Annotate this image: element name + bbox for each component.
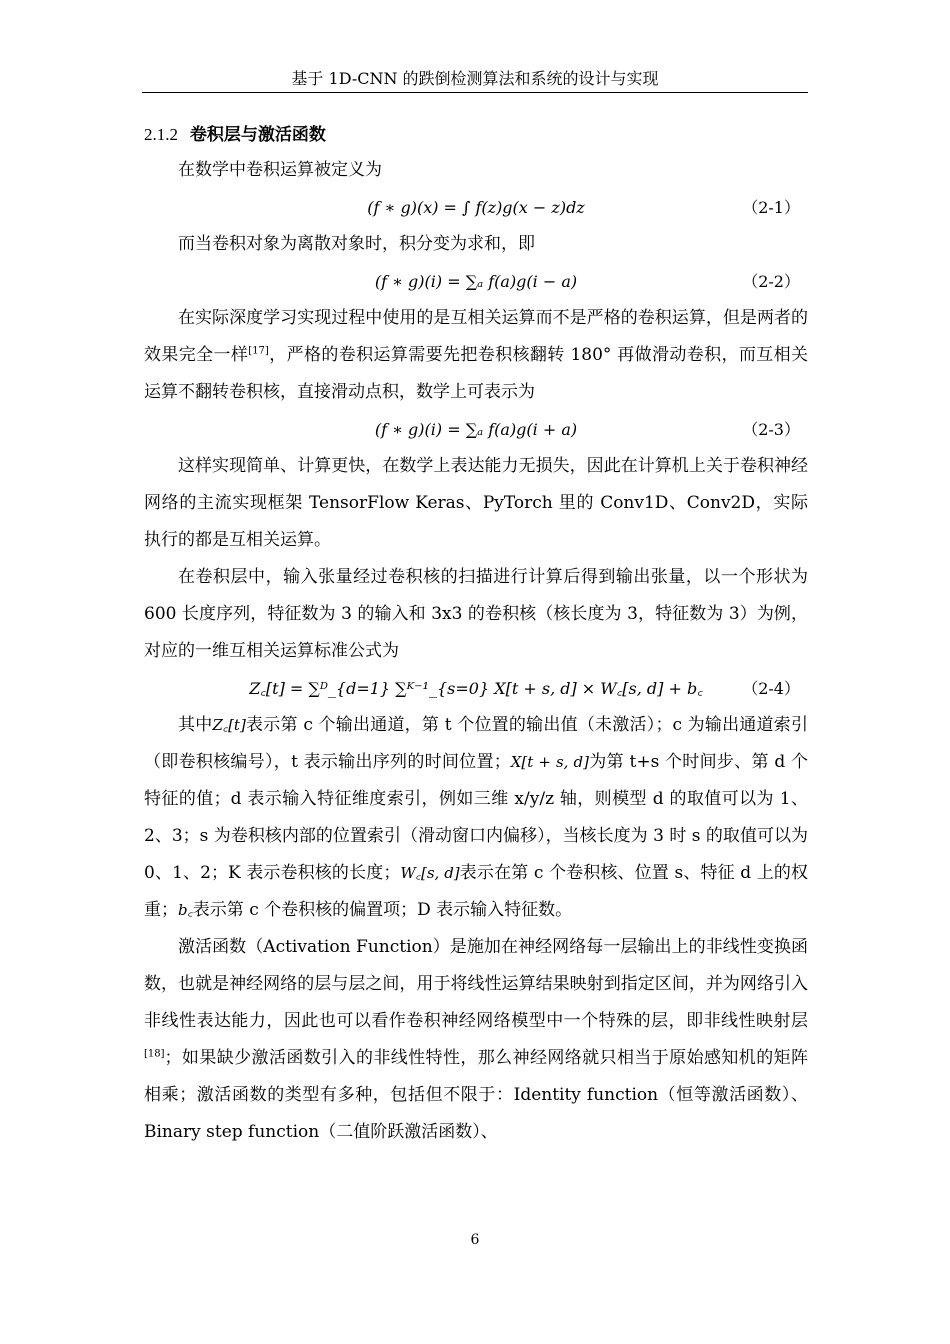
section-title: 卷积层与激活函数: [189, 125, 326, 145]
math-x-ts-d: X[t + s, d]: [510, 753, 589, 771]
paragraph-2: 而当卷积对象为离散对象时，积分变为求和，即: [178, 234, 535, 254]
equation-2-2: [144, 263, 808, 300]
paragraph-3: [144, 300, 808, 411]
paragraph-6-text-a: 其中: [178, 715, 213, 735]
equation-number: （2-2）: [742, 272, 800, 291]
paragraph-7-text-a: 激活函数（Activation Function）是施加在神经网络每一层输出上的非线性变换函数，也就是神经网络的层与层之间，用于将线性运算结果映射到指定区间，并为网络引入非线性表达能力，因此也可以看作卷积神经网络模型中一个特殊的层，即非线性映射层: [144, 937, 808, 1031]
paragraph-5: 在卷积层中，输入张量经过卷积核的扫描进行计算后得到输出张量，以一个形状为 600 长度序列，特征数为 3 的输入和 3x3 的卷积核（核长度为 3，特征数为 3）为例，对应的一维互相关运算标准公式为: [144, 567, 808, 661]
paragraph-6-text-d: 表示在第 c 个卷积核、位置 s、特征 d 上的权重；: [144, 863, 808, 920]
paragraph-6-text-e: 表示第 c 个卷积核的偏置项；D 表示输入特征数。: [192, 900, 573, 920]
paragraph-4: 这样实现简单、计算更快，在数学上表达能力无损失，因此在计算机上关于卷积神经网络的主流实现框架 TensorFlow Keras、PyTorch 里的 Conv1D、Conv2D，实际执行的都是互相关运算。: [144, 456, 808, 550]
equation-number: （2-3）: [742, 420, 800, 439]
equation-body: (f ∗ g)(i) = ∑ₐ f(a)g(i + a): [374, 420, 578, 439]
paragraph-6: [144, 707, 808, 929]
math-wc-s-d: W꜀[s, d]: [400, 864, 460, 882]
equation-number: （2-1）: [742, 198, 800, 217]
equation-body: (f ∗ g)(x) = ∫ f(z)g(x − z)dz: [367, 198, 585, 217]
equation-number: （2-4）: [742, 679, 800, 698]
equation-body: (f ∗ g)(i) = ∑ₐ f(a)g(i − a): [374, 272, 578, 291]
running-header: 基于 1D-CNN 的跌倒检测算法和系统的设计与实现: [291, 69, 659, 88]
paragraph-3-text-a: 在实际深度学习实现过程中使用的是互相关运算而不是严格的卷积运算，但是两者的效果完全一样: [144, 308, 808, 365]
section-number: 2.1.2: [144, 125, 178, 144]
math-bc: b꜀: [178, 901, 193, 919]
equation-2-3: [144, 411, 808, 448]
equation-body: Z꜀[t] = ∑ᴰ_{d=1} ∑ᴷ⁻¹_{s=0} X[t + s, d] × W꜀[s, d] + b꜀: [249, 679, 703, 698]
header-rule: [142, 92, 808, 93]
paragraph-7-text-b: ；如果缺少激活函数引入的非线性特性，那么神经网络就只相当于原始感知机的矩阵相乘；激活函数的类型有多种，包括但不限于：Identity function（恒等激活函数）、Binary step function（二值阶跃激活函数）、: [144, 1048, 808, 1142]
paragraph-6-text-b: 表示第 c 个输出通道，第 t 个位置的输出值（未激活）；c 为输出通道索引（即卷积核编号），t 表示输出序列的时间位置；: [144, 715, 808, 772]
section-heading: [144, 118, 808, 152]
equation-2-1: [144, 189, 808, 226]
paragraph-7: [144, 929, 808, 1151]
math-zc-t: Z꜀[t]: [212, 716, 246, 734]
paragraph-1: 在数学中卷积运算被定义为: [178, 160, 382, 180]
paragraph-6-text-c: 为第 t+s 个时间步、第 d 个特征的值；d 表示输入特征维度索引，例如三维 x/y/z 轴，则模型 d 的取值可以为 1、2、3；s 为卷积核内部的位置索引（滑动窗口内偏移），当核长度为 3 时 s 的取值可以为 0、1、2；K 表示卷积核的长度；: [144, 752, 808, 883]
page-body: [144, 118, 808, 1151]
citation-18: [18]: [144, 1048, 165, 1060]
paragraph-3-text-b: ，严格的卷积运算需要先把卷积核翻转 180° 再做滑动卷积，而互相关运算不翻转卷积核，直接滑动点积，数学上可表示为: [144, 345, 809, 402]
equation-2-4: [144, 670, 808, 707]
page-number: 6: [470, 1232, 480, 1248]
citation-17: [17]: [248, 345, 269, 357]
